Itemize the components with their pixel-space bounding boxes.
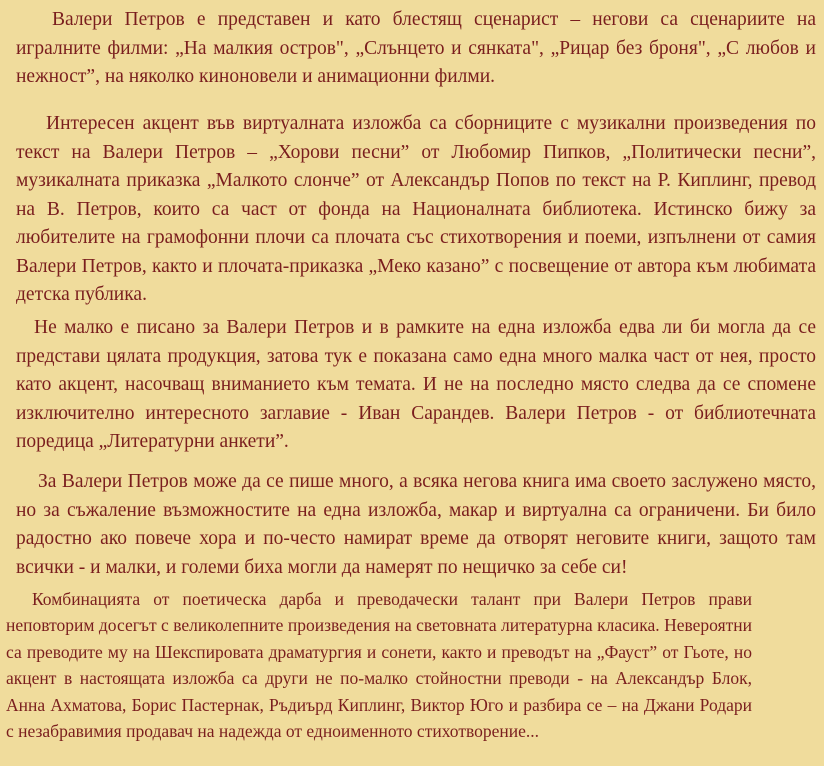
paragraph-exhibition-scope: Не малко е писано за Валери Петров и в рамките на една изложба едва ли би могла да се представи цялата продукция, затова тук е показана само една много малка част от нея, просто като акцент, насочващ вниманието към темата. И не на последно място следва да се спомене изключително интересното заглавие - Иван Сарандев. Валери Петров - от библиотечната поредица „Литературни анкети”. bbox=[16, 317, 816, 452]
paragraph-music-collections: Интересен акцент във виртуалната изложба са сборниците с музикални произведения по текст на Валери Петров – „Хорови песни” от Любомир Пипков, „Политически песни”, музикалната приказка „Малкото слонче” от Александър Попов по текст на Р. Киплинг, превод на В. Петров, които са част от фонда на Националната библиотека. Истинско бижу за любителите на грамофонни плочи са плочата със стихотворения и поеми, изпълнени от самия Валери Петров, както и плочата-приказка „Меко казано” с посвещение от автора към любимата детска публика. bbox=[16, 113, 816, 305]
paragraph-translations: Комбинацията от поетическа дарба и преводачески талант при Валери Петров прави неповторим досегът с великолепните произведения на световната литературна класика. Невероятни са преводите му на Шекспировата драматургия и сонети, както и преводът на „Фауст” от Гьоте, но акцент в настоящата изложба са други не по-малко стойностни преводи - на Александър Блок, Анна Ахматова, Борис Пастернак, Ръдиърд Киплинг, Виктор Юго и разбира се – на Джани Родари с незабравимия продавач на надежда от едноименното стихотворение... bbox=[6, 589, 752, 742]
paragraph-books-invitation: За Валери Петров може да се пише много, а всяка негова книга има своето заслужено място, но за съжаление възможностите на една изложба, макар и виртуална са ограничени. Би било радостно ако повече хора и по-често намират време да отворят неговите книги, защото там всички - и малки, и големи биха могли да намерят по нещичко за себе си! bbox=[16, 471, 816, 578]
paragraph-screenwriter: Валери Петров е представен и като блестящ сценарист – негови са сценариите на игралните филми: „На малкия остров", „Слънцето и сянката", „Рицар без броня", „С любов и нежност”, на няколко кинoновели и анимационни филми. bbox=[16, 9, 816, 87]
